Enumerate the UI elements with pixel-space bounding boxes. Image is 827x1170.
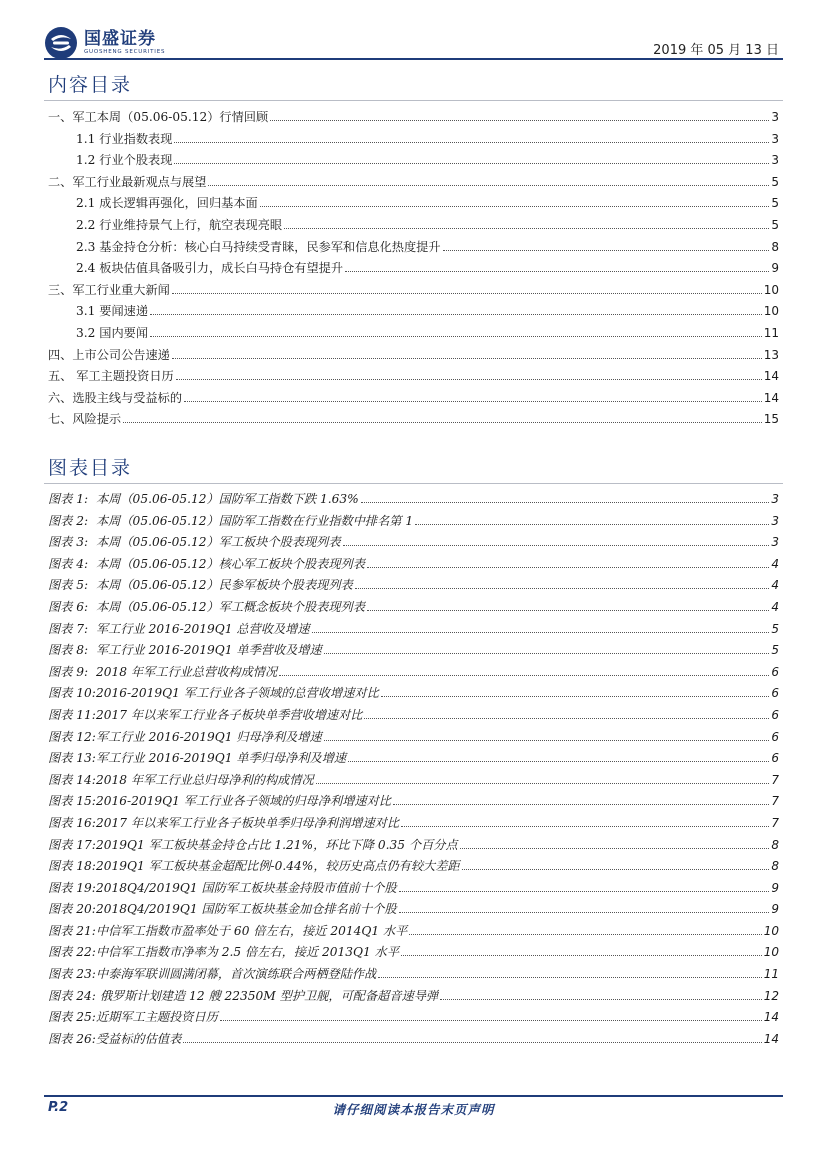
figure-entry[interactable] [48, 554, 779, 576]
figure-leader-dots [324, 740, 770, 741]
toc-leader-dots [150, 336, 762, 337]
figure-entry-number: 图表 9: [48, 664, 89, 679]
figure-entry[interactable] [48, 964, 779, 986]
toc-leader-dots [123, 422, 762, 423]
figure-entry-number: 图表 8: [48, 643, 89, 658]
toc-entry-page: 5 [771, 217, 779, 232]
footer-disclaimer: 请仔细阅读本报告末页声明 [332, 1102, 495, 1117]
figure-entry-number: 图表 11: [48, 707, 96, 722]
figure-leader-dots [462, 869, 770, 870]
toc-entry-page: 5 [771, 196, 779, 211]
toc-leader-dots [260, 206, 770, 207]
figure-entry[interactable] [48, 532, 779, 554]
figure-leader-dots [440, 999, 762, 1000]
figure-entry-label [48, 597, 365, 619]
figure-entry[interactable] [48, 575, 779, 597]
figures-title-rule [44, 483, 783, 484]
figure-leader-dots [367, 567, 769, 568]
figure-entry-label [48, 683, 379, 705]
figure-entry-number: 图表 17: [48, 837, 96, 852]
figure-entry-title: 2017 年以来军工行业各子板块单季营收增速对比 [96, 707, 363, 722]
figure-entry[interactable] [48, 986, 779, 1008]
figure-leader-dots [343, 545, 770, 546]
figure-entry[interactable] [48, 791, 779, 813]
toc-entry-label: 2.4 板块估值具备吸引力，成长白马持仓有望提升 [76, 261, 344, 276]
figure-leader-dots [361, 502, 770, 503]
figure-entry-page: 5 [771, 643, 779, 658]
figure-entry-label [48, 511, 413, 533]
figure-entry[interactable] [48, 878, 779, 900]
figure-entry[interactable] [48, 1029, 779, 1051]
toc-entry-page: 3 [771, 110, 779, 124]
toc-entry-label: 2.1 成长逻辑再强化，回归基本面 [76, 196, 258, 211]
figure-entry-title: 中信军工指数市盈率处于 60 倍左右，接近 2014Q1 水平 [96, 923, 408, 938]
figure-entry-number: 图表 15: [48, 794, 96, 809]
header-rule [44, 58, 783, 60]
figure-entry-page: 6 [771, 707, 779, 722]
figure-entry[interactable] [48, 662, 779, 684]
logo-name-en: GUOSHENG SECURITIES [84, 49, 166, 55]
figure-entry-number: 图表 2: [48, 513, 89, 528]
figure-entry-number: 图表 7: [48, 621, 89, 636]
figure-entry-label [48, 791, 391, 813]
figure-entry[interactable] [48, 705, 779, 727]
toc-entry-page: 13 [763, 347, 779, 362]
toc-entry-page: 3 [771, 131, 779, 146]
figure-entry-page: 9 [771, 880, 779, 895]
figure-entry-number: 图表 4: [48, 556, 89, 571]
figure-entry-title: 俄罗斯计划建造 12 艘 22350M 型护卫舰，可配备超音速导弹 [96, 988, 439, 1003]
toc-entry-label: 六、选股主线与受益标的 [48, 390, 183, 405]
toc-entry-page: 14 [763, 369, 779, 384]
figure-entry-number: 图表 18: [48, 859, 96, 874]
toc-entry-page: 11 [763, 325, 779, 340]
figure-entry[interactable] [48, 683, 779, 705]
figure-entry-title: 中泰海军联训圆满闭幕，首次演练联合两栖登陆作战 [96, 967, 377, 982]
figure-entry-label [48, 640, 322, 662]
figure-entry-page: 3 [771, 492, 779, 506]
toc-leader-dots [150, 314, 762, 315]
figure-entry[interactable] [48, 748, 779, 770]
toc-leader-dots [208, 185, 769, 186]
figure-entry-label [48, 878, 397, 900]
toc-entry-page: 3 [771, 153, 779, 168]
toc-leader-dots [172, 358, 762, 359]
figure-leader-dots [348, 761, 769, 762]
figure-entry-label [48, 1007, 218, 1029]
figure-entry-title: 本周（05.06-05.12）民参军板块个股表现列表 [96, 578, 353, 593]
figure-entry-page: 7 [771, 794, 779, 809]
figure-entry[interactable] [48, 856, 779, 878]
figure-entry-label [48, 813, 399, 835]
toc-entry[interactable] [48, 301, 779, 323]
figure-entry[interactable] [48, 813, 779, 835]
toc-entry-page: 10 [763, 304, 779, 319]
toc-leader-dots [270, 120, 769, 121]
figure-entry-number: 图表 21: [48, 923, 96, 938]
figure-entry-page: 5 [771, 621, 779, 636]
toc-leader-dots [176, 379, 762, 380]
figure-entry-page: 8 [771, 859, 779, 874]
figure-entry-label [48, 748, 346, 770]
toc-entry[interactable] [48, 388, 779, 410]
figure-entry-page: 3 [771, 535, 779, 550]
figure-entry-title: 2019Q1 军工板块基金持仓占比 1.21%，环比下降 0.35 个百分点 [96, 837, 458, 852]
figure-entry-title: 2018Q4/2019Q1 国防军工板块基金加仓排名前十个股 [96, 902, 397, 917]
toc-leader-dots [174, 142, 769, 143]
figure-leader-dots [183, 1042, 761, 1043]
toc-title-rule [44, 100, 783, 101]
figure-entry-title: 2018 年军工行业总营收构成情况 [96, 664, 278, 679]
toc-entry[interactable] [48, 366, 779, 388]
figure-entry-title: 本周（05.06-05.12）国防军工指数下跌 1.63% [96, 492, 359, 506]
toc-list [48, 107, 779, 431]
toc-entry[interactable] [48, 129, 779, 151]
figures-list [48, 489, 779, 1050]
toc-entry-page: 10 [763, 282, 779, 297]
toc-entry-label: 五、 军工主题投资日历 [48, 369, 174, 384]
toc-entry[interactable] [48, 345, 779, 367]
figure-entry-title: 本周（05.06-05.12）国防军工指数在行业指数中排名第 1 [96, 513, 414, 528]
figure-entry[interactable] [48, 1007, 779, 1029]
toc-leader-dots [345, 271, 769, 272]
toc-entry-label: 三、军工行业重大新闻 [48, 282, 170, 297]
figure-entry-label [48, 942, 399, 964]
figure-entry-label [48, 619, 310, 641]
figure-entry-title: 受益标的估值表 [96, 1031, 182, 1046]
figure-entry-page: 10 [763, 945, 779, 960]
figure-entry[interactable] [48, 899, 779, 921]
figure-entry-label [48, 856, 460, 878]
toc-entry-label: 3.2 国内要闻 [76, 325, 149, 340]
toc-entry-label: 二、军工行业最新观点与展望 [48, 174, 207, 189]
figure-entry-label [48, 554, 365, 576]
toc-entry[interactable] [48, 237, 779, 259]
toc-entry-label: 七、风险提示 [48, 412, 122, 427]
figure-entry-title: 军工行业 2016-2019Q1 总营收及增速 [96, 621, 310, 636]
figure-entry-page: 9 [771, 902, 779, 917]
figures-title: 图表目录 [48, 457, 133, 479]
figure-entry[interactable] [48, 597, 779, 619]
figure-entry-page: 10 [763, 923, 779, 938]
figure-leader-dots [409, 934, 761, 935]
figure-entry-title: 军工行业 2016-2019Q1 单季营收及增速 [96, 643, 322, 658]
figure-leader-dots [324, 653, 770, 654]
toc-title: 内容目录 [48, 74, 133, 96]
toc-leader-dots [443, 250, 770, 251]
figure-entry-title: 2017 年以来军工行业各子板块单季归母净利润增速对比 [96, 815, 400, 830]
figure-entry-number: 图表 5: [48, 578, 89, 593]
figure-entry-number: 图表 10: [48, 686, 96, 701]
toc-entry[interactable] [48, 172, 779, 194]
toc-entry[interactable] [48, 107, 779, 129]
figure-entry-page: 6 [771, 686, 779, 701]
toc-entry-page: 14 [763, 390, 779, 405]
toc-entry[interactable] [48, 258, 779, 280]
figure-entry-title: 本周（05.06-05.12）军工概念板块个股表现列表 [96, 599, 365, 614]
figure-entry-label [48, 921, 407, 943]
toc-entry-label: 四、上市公司公告速递 [48, 347, 170, 362]
figure-entry-label [48, 532, 341, 554]
figure-entry-number: 图表 3: [48, 535, 89, 550]
figure-leader-dots [399, 891, 770, 892]
figure-entry-page: 8 [771, 837, 779, 852]
figure-entry-page: 7 [771, 815, 779, 830]
toc-entry[interactable] [48, 215, 779, 237]
figure-entry-label [48, 1029, 181, 1051]
figure-entry-label [48, 727, 322, 749]
figure-entry-label [48, 575, 353, 597]
figure-leader-dots [393, 804, 769, 805]
figure-entry-title: 2018Q4/2019Q1 国防军工板块基金持股市值前十个股 [96, 880, 397, 895]
figure-entry-title: 2019Q1 军工板块基金超配比例-0.44%，较历史高点仍有较大差距 [96, 859, 460, 874]
figure-entry-number: 图表 19: [48, 880, 96, 895]
toc-leader-dots [172, 293, 762, 294]
figure-leader-dots [367, 610, 769, 611]
figure-entry-label [48, 835, 458, 857]
toc-leader-dots [284, 228, 769, 229]
figure-leader-dots [220, 1020, 762, 1021]
figure-entry-title: 2016-2019Q1 军工行业各子领域的归母净利增速对比 [96, 794, 391, 809]
figure-entry-label [48, 705, 362, 727]
figure-entry-page: 4 [771, 556, 779, 571]
figure-entry[interactable] [48, 640, 779, 662]
toc-entry[interactable] [48, 280, 779, 302]
figure-leader-dots [401, 955, 762, 956]
figure-leader-dots [355, 588, 770, 589]
figure-entry[interactable] [48, 942, 779, 964]
figure-entry-page: 7 [771, 772, 779, 787]
figure-leader-dots [460, 848, 770, 849]
figure-entry-label [48, 964, 376, 986]
figure-entry-page: 4 [771, 599, 779, 614]
figure-entry-number: 图表 16: [48, 815, 96, 830]
figure-entry-page: 14 [763, 1031, 779, 1046]
figure-entry-page: 11 [763, 967, 779, 982]
figure-entry-number: 图表 6: [48, 599, 89, 614]
figure-leader-dots [401, 826, 769, 827]
figure-entry-number: 图表 12: [48, 729, 96, 744]
logo-name-cn: 国盛证券 [84, 29, 156, 49]
toc-entry[interactable] [48, 193, 779, 215]
company-logo [44, 26, 165, 60]
figure-entry-page: 6 [771, 729, 779, 744]
toc-entry-page: 5 [771, 174, 779, 189]
figure-entry-title: 中信军工指数市净率为 2.5 倍左右，接近 2013Q1 水平 [96, 945, 400, 960]
figure-entry[interactable] [48, 489, 779, 511]
figure-leader-dots [279, 675, 769, 676]
figure-entry-number: 图表 25: [48, 1010, 96, 1025]
toc-entry[interactable] [48, 409, 779, 431]
toc-entry-label: 一、军工本周（05.06-05.12）行情回顾 [48, 110, 269, 124]
figure-entry-title: 本周（05.06-05.12）核心军工板块个股表现列表 [96, 556, 365, 571]
figure-entry-number: 图表 13: [48, 751, 96, 766]
figure-entry-page: 6 [771, 751, 779, 766]
figure-entry-number: 图表 1: [48, 492, 89, 506]
footer-rule [44, 1095, 783, 1097]
figure-leader-dots [364, 718, 769, 719]
toc-entry-label: 2.2 行业维持景气上行，航空表现亮眼 [76, 217, 283, 232]
figure-leader-dots [312, 632, 770, 633]
figure-entry-title: 2016-2019Q1 军工行业各子领域的总营收增速对比 [96, 686, 379, 701]
figure-leader-dots [415, 524, 769, 525]
figure-entry-number: 图表 22: [48, 945, 96, 960]
figure-entry-page: 6 [771, 664, 779, 679]
figure-entry-page: 4 [771, 578, 779, 593]
figure-entry-title: 本周（05.06-05.12）军工板块个股表现列表 [96, 535, 341, 550]
figure-entry[interactable] [48, 511, 779, 533]
figure-entry-number: 图表 14: [48, 772, 96, 787]
toc-entry-page: 8 [771, 239, 779, 254]
figure-entry-title: 军工行业 2016-2019Q1 单季归母净利及增速 [96, 751, 347, 766]
figure-entry-label [48, 899, 397, 921]
figure-entry[interactable] [48, 921, 779, 943]
figure-entry[interactable] [48, 619, 779, 641]
figure-entry-label [48, 662, 277, 684]
figure-entry-title: 2018 年军工行业总归母净利的构成情况 [96, 772, 314, 787]
figure-entry[interactable] [48, 770, 779, 792]
figure-leader-dots [316, 783, 770, 784]
toc-entry-page: 9 [771, 261, 779, 276]
figure-entry[interactable] [48, 835, 779, 857]
toc-entry[interactable] [48, 323, 779, 345]
figure-entry-number: 图表 20: [48, 902, 96, 917]
figure-entry-label [48, 489, 359, 511]
figure-entry-page: 12 [763, 988, 779, 1003]
toc-entry-label: 1.1 行业指数表现 [76, 131, 173, 146]
toc-leader-dots [184, 401, 762, 402]
figure-leader-dots [381, 696, 770, 697]
toc-entry-label: 2.3 基金持仓分析：核心白马持续受青睐，民参军和信息化热度提升 [76, 239, 441, 254]
figure-entry-number: 图表 23: [48, 967, 96, 982]
figure-leader-dots [378, 977, 761, 978]
figure-entry[interactable] [48, 727, 779, 749]
page-number: P.2 [48, 1100, 69, 1115]
figure-entry-label [48, 986, 438, 1008]
figure-entry-number: 图表 26: [48, 1031, 96, 1046]
figure-leader-dots [399, 912, 770, 913]
toc-entry-page: 15 [763, 412, 779, 427]
figure-entry-title: 军工行业 2016-2019Q1 归母净利及增速 [96, 729, 322, 744]
figure-entry-number: 图表 24: [48, 988, 96, 1003]
toc-entry[interactable] [48, 150, 779, 172]
toc-entry-label: 1.2 行业个股表现 [76, 153, 173, 168]
figure-entry-title: 近期军工主题投资日历 [96, 1010, 218, 1025]
figure-entry-page: 3 [771, 513, 779, 528]
figure-entry-page: 14 [763, 1010, 779, 1025]
toc-entry-label: 3.1 要闻速递 [76, 304, 149, 319]
guosheng-logo-icon [44, 26, 78, 60]
report-date: 2019 年 05 月 13 日 [653, 43, 779, 58]
figure-entry-label [48, 770, 314, 792]
toc-leader-dots [174, 163, 769, 164]
